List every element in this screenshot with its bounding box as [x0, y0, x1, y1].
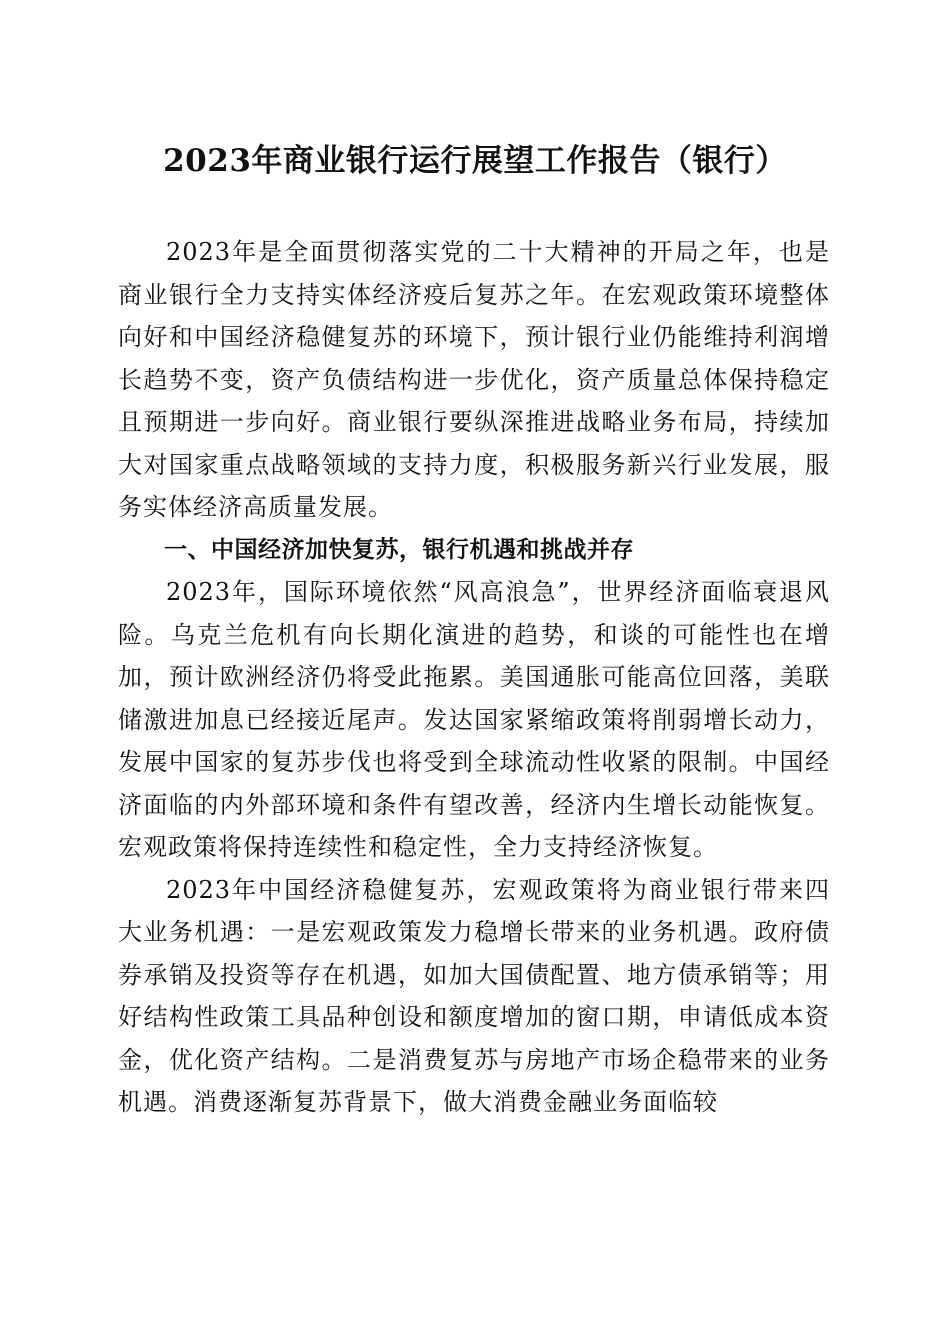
document-body — [118, 231, 830, 1124]
body-paragraph-international-environment: 2023年，国际环境依然“风高浪急”，世界经济面临衰退风险。乌克兰危机有向长期化演进的趋势，和谈的可能性也在增加，预计欧洲经济仍将受此拖累。美国通胀可能高位回落，美联储激进加息已经接近尾声。发达国家紧缩政策将削弱增长动力，发展中国家的复苏步伐也将受到全球流动性收紧的限制。中国经济面临的内外部环境和条件有望改善，经济内生增长动能恢复。宏观政策将保持连续性和稳定性，全力支持经济恢复。 — [118, 578, 830, 861]
section-heading: 一、中国经济加快复苏，银行机遇和挑战并存 — [164, 536, 634, 563]
document-title: 2023年商业银行运行展望工作报告（银行） — [163, 143, 787, 179]
intro-paragraph: 2023年是全面贯彻落实党的二十大精神的开局之年，也是商业银行全力支持实体经济疫后复苏之年。在宏观政策环境整体向好和中国经济稳健复苏的环境下，预计银行业仍能维持利润增长趋势不变，资产负债结构进一步优化，资产质量总体保持稳定且预期进一步向好。商业银行要纵深推进战略业务布局，持续加大对国家重点战略领域的支持力度，积极服务新兴行业发展，服务实体经济高质量发展。 — [118, 238, 830, 521]
body-paragraph-business-opportunities: 2023年中国经济稳健复苏，宏观政策将为商业银行带来四大业务机遇：一是宏观政策发力稳增长带来的业务机遇。政府债券承销及投资等存在机遇，如加大国债配置、地方债承销等；用好结构性政策工具品种创设和额度增加的窗口期，申请低成本资金，优化资产结构。二是消费复苏与房地产市场企稳带来的业务机遇。消费逐渐复苏背景下，做大消费金融业务面临较 — [118, 875, 830, 1116]
